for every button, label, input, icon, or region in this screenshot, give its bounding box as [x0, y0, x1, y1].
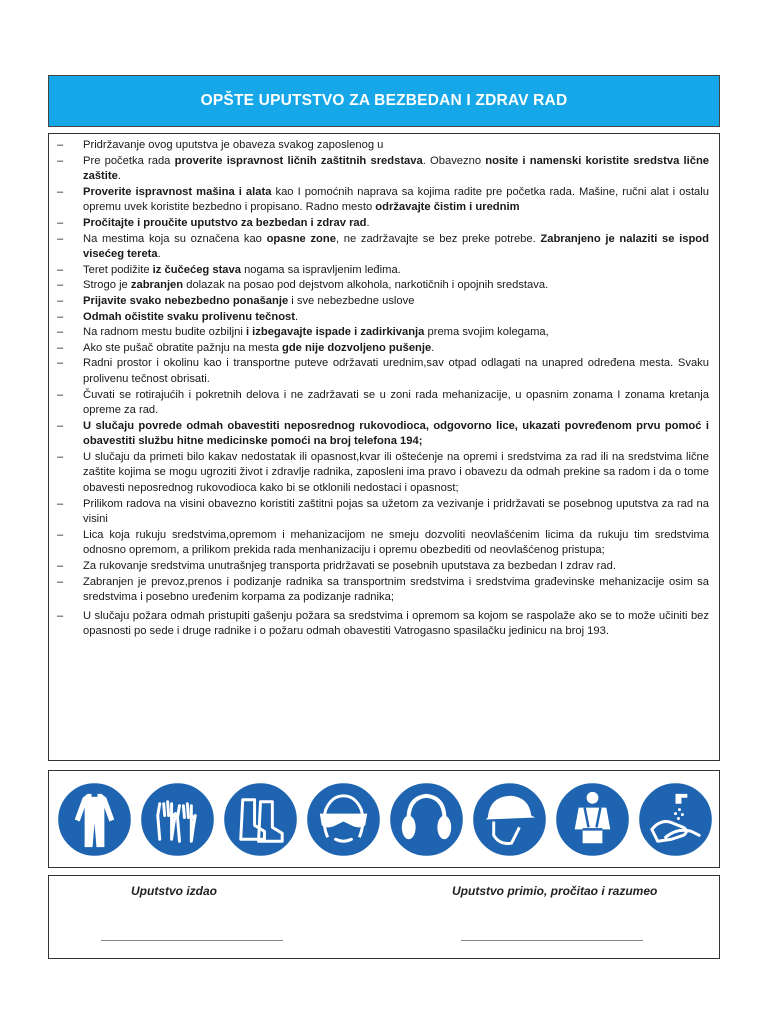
rule-item — [57, 185, 709, 216]
rule-item — [57, 294, 709, 310]
rule-bullet: – — [57, 560, 64, 573]
rule-segment: . Obavezno — [422, 154, 486, 167]
rule-text — [83, 154, 709, 185]
issued-by-signature-line[interactable] — [101, 940, 283, 941]
safety-harness-icon — [553, 780, 632, 859]
rule-segment: Prilikom radova na visini obavezno koristiti zaštitni pojas sa užetom za vezivanje i pridržavati se posebnog uputstva za rad na visini — [83, 497, 709, 526]
rule-segment: i sve nebezbedne uslove — [288, 294, 415, 307]
rule-text — [83, 278, 709, 294]
rule-segment: nogama sa ispravljenim leđima. — [240, 263, 401, 276]
received-by-signature-line[interactable] — [461, 940, 643, 941]
rule-bullet: – — [57, 185, 64, 198]
rule-bullet: – — [57, 357, 64, 370]
rule-item — [57, 559, 709, 575]
signature-section — [48, 875, 720, 959]
document-title: OPŠTE UPUTSTVO ZA BEZBEDAN I ZDRAV RAD — [200, 92, 568, 109]
rule-text — [83, 609, 709, 640]
safety-goggles-icon — [304, 780, 383, 859]
rule-item — [57, 575, 709, 606]
rule-item — [57, 341, 709, 357]
rule-item — [57, 154, 709, 185]
rule-text — [83, 185, 709, 216]
rule-item — [57, 356, 709, 387]
rule-text — [83, 310, 709, 326]
rule-bullet: – — [57, 609, 64, 622]
rule-bullet: – — [57, 154, 64, 167]
rule-text — [83, 575, 709, 606]
rule-bullet: – — [57, 294, 64, 307]
rule-segment: , ne zadržavajte se bez preke potrebe. — [335, 232, 541, 245]
rule-item — [57, 325, 709, 341]
rule-bullet: – — [57, 232, 64, 245]
rule-bullet: – — [57, 216, 64, 229]
rule-item — [57, 609, 709, 640]
rules-list — [48, 133, 720, 761]
rule-emphasis: Zabranjeno je nalaziti se ispod visećeg tereta — [83, 232, 709, 261]
rule-segment: Na radnom mestu budite ozbiljni — [83, 326, 246, 339]
protective-suit-icon — [55, 780, 134, 859]
ear-protection-icon — [387, 780, 466, 859]
rule-text — [83, 388, 709, 419]
rule-segment: . — [117, 170, 121, 183]
rule-bullet: – — [57, 279, 64, 292]
rule-segment: Čuvati se rotirajućih i pokretnih delova i ne zadržavati se u zoni rada mehanizacije, u opasnim zonama I zonama kretanja opreme za rad. — [83, 388, 709, 417]
protective-gloves-icon — [138, 780, 217, 859]
rule-emphasis: Odmah očistite svaku prolivenu tečnost — [83, 310, 295, 323]
rule-emphasis: Proverite ispravnost mašina i alata — [83, 185, 272, 198]
rule-text — [83, 356, 709, 387]
rule-emphasis: Prijavite svako nebezbedno ponašanje — [83, 294, 289, 307]
rule-item — [57, 450, 709, 497]
rule-segment: prema svojim kolegama, — [424, 326, 549, 339]
safety-boots-icon — [221, 780, 300, 859]
rule-segment: Na mestima koja su označena kao — [83, 232, 267, 245]
rule-item — [57, 138, 709, 154]
rule-bullet: – — [57, 341, 64, 354]
rule-text — [83, 341, 709, 357]
rule-text — [83, 450, 709, 497]
rule-text — [83, 232, 709, 263]
rule-segment: Zabranjen je prevoz,prenos i podizanje radnika sa transportnim sredstvima i sredstvima građevinske mehanizacije osim sa sredstvima i posebno uređenim korpama za podizanje radnika; — [83, 575, 709, 604]
rule-text — [83, 294, 709, 310]
rule-bullet: – — [57, 497, 64, 510]
rule-emphasis: iz čučećeg stava — [152, 263, 241, 276]
rule-segment: Radni prostor i okolinu kao i transportne puteve održavati urednim,sav otpad odlagati na unapred određena mesta. Svaku prolivenu tečnost obrisati. — [83, 357, 709, 385]
rule-text — [83, 263, 709, 279]
received-by-label: Uputstvo primio, pročitao i razumeo — [452, 884, 658, 898]
rule-emphasis: održavajte čistim i urednim — [375, 201, 520, 214]
rule-text — [83, 419, 709, 450]
rule-segment: . — [157, 248, 161, 261]
rule-item — [57, 528, 709, 559]
rule-segment: Pridržavanje ovog uputstva je obaveza svakog zaposlenog u — [83, 139, 384, 151]
rule-segment: U slučaju požara odmah pristupiti gašenju požara sa sredstvima i opremom sa kojom se raspolaže ako se to može učiniti bez opasnosti po sede i druge radnike i o požaru odmah obavestiti Vatrogasno spasilačku jedinicu na broj 193. — [83, 609, 709, 638]
title-banner — [48, 75, 720, 127]
rule-emphasis: opasne zone — [266, 232, 336, 245]
hard-hat-icon — [470, 780, 549, 859]
rule-item — [57, 232, 709, 263]
rule-text — [83, 559, 709, 575]
rule-segment: dolazak na posao pod dejstvom alkohola, narkotičnih i opojnih sredstava. — [183, 279, 549, 292]
rule-bullet: – — [57, 419, 64, 432]
rule-bullet: – — [57, 528, 64, 541]
rule-segment: . — [366, 216, 370, 229]
rule-segment: Teret podižite — [83, 263, 153, 276]
hand-washing-icon — [636, 780, 715, 859]
rule-segment: kao I pomoćnih naprava sa kojima radite pre početka rada. Mašine, ručni alat i ostalu opremu uvek koristite bezbedno i propisano. Radno mesto — [83, 185, 709, 214]
rule-item — [57, 419, 709, 450]
rule-bullet: – — [57, 310, 64, 323]
rule-segment: Lica koja rukuju sredstvima,opremom i mehanizacijom ne smeju dozvoliti neovlašćenim licima da rukuju tim sredstvima odnosno opremom, a prilikom prekida rada menhanizaciju i opremu obezbediti od neovlašćenog pristupa; — [83, 528, 709, 557]
rule-bullet: – — [57, 326, 64, 339]
rule-segment: Ako ste pušač obratite pažnju na mesta — [83, 341, 283, 354]
rule-item — [57, 310, 709, 326]
safety-signs-row — [48, 770, 720, 868]
rule-bullet: – — [57, 575, 64, 588]
rule-text — [83, 528, 709, 559]
rule-bullet: – — [57, 263, 64, 276]
rule-item — [57, 216, 709, 232]
rule-segment: . — [295, 310, 299, 323]
rule-item — [57, 263, 709, 279]
rule-emphasis: U slučaju povrede odmah obavestiti neposrednog rukovodioca, odgovorno lice, ukazati povređenom prvu pomoć i obavestiti službu hitne medicinske pomoći na broj telefona 194; — [83, 419, 709, 448]
rule-emphasis: proverite ispravnost ličnih zaštitnih sredstava — [174, 154, 423, 167]
rule-text — [83, 497, 709, 528]
rule-text — [83, 216, 709, 232]
rule-item — [57, 388, 709, 419]
rule-text — [83, 138, 709, 154]
rule-segment: Strogo je — [83, 279, 131, 292]
rule-bullet: – — [57, 139, 64, 151]
rule-item — [57, 497, 709, 528]
rule-emphasis: gde nije dozvoljeno pušenje — [282, 341, 432, 354]
rule-segment: U slučaju da primeti bilo kakav nedostatak ili opasnost,kvar ili oštećenje na opremi i sredstvima za rad ili na sredstvima lične zaštite kojima se mogu ugroziti život i zdravlje radnika, zaposleni ima pravo i obavezu da odmah prekine sa radom i da o tome obavesti neposrednog rukovodioca kako bi se otklonili nedostaci i opasnost; — [83, 450, 709, 495]
rule-segment: . — [431, 341, 435, 354]
rule-bullet: – — [57, 450, 64, 463]
rule-item — [57, 278, 709, 294]
rule-emphasis: zabranjen — [130, 279, 184, 292]
rule-segment: Pre početka rada — [83, 154, 175, 167]
rule-segment: Za rukovanje sredstvima unutrašnjeg transporta pridržavati se posebnih uputstava za bezbedan I zdrav rad. — [83, 560, 616, 573]
rule-emphasis: i izbegavajte ispade i zadirkivanja — [245, 326, 425, 339]
issued-by-label: Uputstvo izdao — [131, 884, 217, 898]
rule-emphasis: nosite i namenski koristite sredstva lične zaštite — [83, 154, 710, 183]
rule-emphasis: Pročitajte i proučite uputstvo za bezbedan i zdrav rad — [83, 216, 367, 229]
rule-text — [83, 325, 709, 341]
rule-bullet: – — [57, 388, 64, 401]
